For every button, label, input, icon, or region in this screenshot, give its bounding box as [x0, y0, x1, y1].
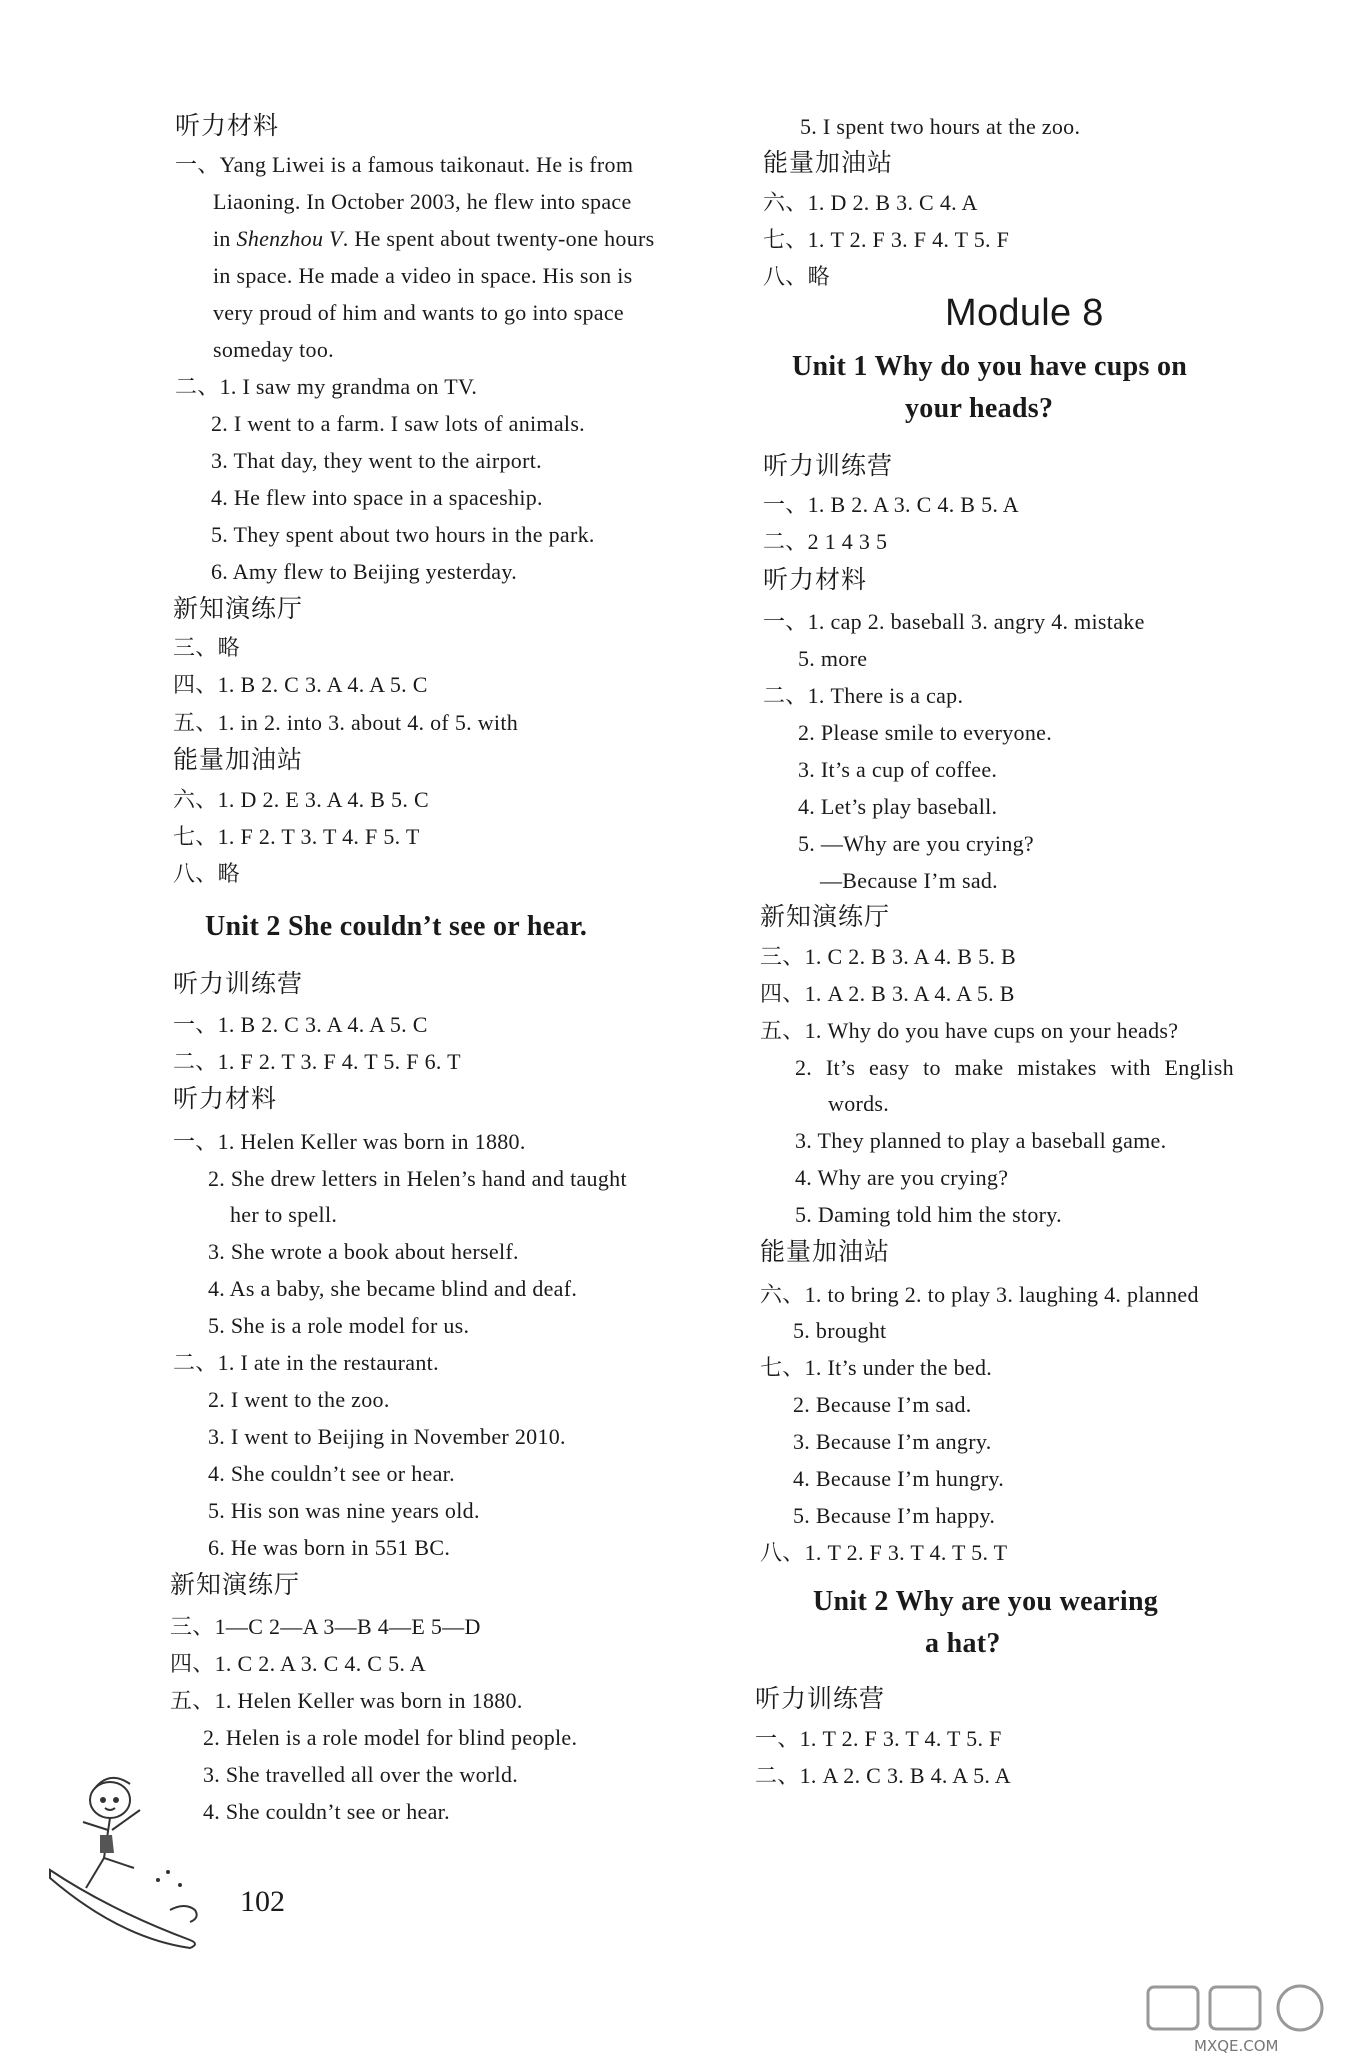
section-heading: 听力训练营: [763, 453, 894, 480]
answer-line: 5. —Why are you crying?: [798, 831, 1034, 856]
answer-line: 5. They spent about two hours in the park.: [211, 522, 595, 547]
page-number: 102: [240, 1885, 285, 1918]
section-heading: 听力训练营: [755, 1686, 886, 1713]
answer-line: 5. She is a role model for us.: [208, 1313, 470, 1338]
answer-line: 五、1. Helen Keller was born in 1880.: [170, 1688, 523, 1713]
answer-line: 6. He was born in 551 BC.: [208, 1535, 451, 1560]
answer-line: 一、1. B 2. A 3. C 4. B 5. A: [763, 492, 1019, 517]
answer-line: 5. Because I’m happy.: [793, 1503, 996, 1528]
section-heading: 新知演练厅: [170, 1572, 301, 1599]
module-heading: Module 8: [945, 292, 1104, 334]
answer-line: Liaoning. In October 2003, he flew into space: [213, 189, 632, 214]
answer-line: 四、1. C 2. A 3. C 4. C 5. A: [170, 1651, 426, 1676]
answer-line: 3. Because I’m angry.: [793, 1429, 992, 1454]
answer-line: 2. Please smile to everyone.: [798, 720, 1052, 745]
watermark-logo: [1144, 1983, 1344, 2058]
answer-line: 二、2 1 4 3 5: [763, 529, 888, 554]
section-heading: 听力材料: [763, 567, 868, 594]
answer-line: 二、1. I saw my grandma on TV.: [175, 374, 478, 399]
answer-line: in space. He made a video in space. His son is: [213, 263, 633, 288]
answer-line: 三、1—C 2—A 3—B 4—E 5—D: [170, 1614, 481, 1639]
section-heading: 能量加油站: [763, 150, 894, 177]
answer-line: 七、1. T 2. F 3. F 4. T 5. F: [763, 227, 1010, 252]
answer-line: 三、略: [173, 635, 240, 660]
answer-line: 二、1. F 2. T 3. F 4. T 5. F 6. T: [173, 1049, 461, 1074]
answer-line: 5. brought: [793, 1318, 887, 1343]
answer-line: her to spell.: [230, 1202, 338, 1227]
answer-line: 四、1. A 2. B 3. A 4. A 5. B: [760, 981, 1015, 1006]
answer-line: 八、略: [763, 264, 830, 289]
answer-line: 一、1. cap 2. baseball 3. angry 4. mistake: [763, 609, 1145, 634]
answer-line: 4. She couldn’t see or hear.: [208, 1461, 455, 1486]
answer-line: 四、1. B 2. C 3. A 4. A 5. C: [173, 672, 428, 697]
section-heading: 新知演练厅: [173, 596, 304, 623]
answer-line: 2. It’s easy to make mistakes with English: [795, 1055, 1234, 1080]
answer-line: 2. I went to the zoo.: [208, 1387, 390, 1412]
section-heading: 听力训练营: [173, 971, 304, 998]
answer-line: 五、1. in 2. into 3. about 4. of 5. with: [173, 710, 519, 735]
answer-line: 二、1. I ate in the restaurant.: [173, 1350, 439, 1375]
answer-line: 五、1. Why do you have cups on your heads?: [760, 1018, 1179, 1043]
answer-line: 4. She couldn’t see or hear.: [203, 1799, 450, 1824]
watermark-url: MXQE.COM: [1194, 2037, 1279, 2055]
answer-line: 3. She travelled all over the world.: [203, 1762, 519, 1787]
answer-line: 一、1. T 2. F 3. T 4. T 5. F: [755, 1726, 1002, 1751]
section-heading: 听力材料: [175, 113, 280, 140]
answer-line: 4. He flew into space in a spaceship.: [211, 485, 543, 510]
answer-line: 5. more: [798, 646, 868, 671]
answer-line: 一、1. B 2. C 3. A 4. A 5. C: [173, 1012, 428, 1037]
answer-line: 三、1. C 2. B 3. A 4. B 5. B: [760, 944, 1016, 969]
answer-line: 3. That day, they went to the airport.: [211, 448, 542, 473]
answer-line: words.: [828, 1091, 890, 1116]
unit-heading: Unit 2 Why are you wearing: [813, 1586, 1159, 1617]
unit-heading: Unit 2 She couldn’t see or hear.: [205, 911, 588, 942]
answer-line: 4. Because I’m hungry.: [793, 1466, 1005, 1491]
answer-line: 八、1. T 2. F 3. T 4. T 5. T: [760, 1540, 1008, 1565]
answer-line: 4. Why are you crying?: [795, 1165, 1009, 1190]
answer-line: 七、1. It’s under the bed.: [760, 1355, 993, 1380]
answer-line: 5. His son was nine years old.: [208, 1498, 480, 1523]
answer-line: 六、1. D 2. E 3. A 4. B 5. C: [173, 787, 429, 812]
answer-line: 八、略: [173, 861, 240, 886]
answer-line: 5. I spent two hours at the zoo.: [800, 114, 1081, 139]
unit-heading-cont: a hat?: [925, 1628, 1001, 1659]
surfer-mascot-illustration: [40, 1760, 220, 1950]
answer-line: 3. It’s a cup of coffee.: [798, 757, 998, 782]
answer-line: in Shenzhou V. He spent about twenty-one hours: [213, 226, 655, 251]
answer-line: 2. I went to a farm. I saw lots of animals.: [211, 411, 585, 436]
answer-line: 二、1. There is a cap.: [763, 683, 964, 708]
answer-line: 二、1. A 2. C 3. B 4. A 5. A: [755, 1763, 1011, 1788]
answer-line: someday too.: [213, 337, 334, 362]
answer-line: 5. Daming told him the story.: [795, 1202, 1062, 1227]
section-heading: 能量加油站: [760, 1239, 891, 1266]
answer-line: 3. She wrote a book about herself.: [208, 1239, 519, 1264]
answer-line: very proud of him and wants to go into space: [213, 300, 624, 325]
unit-heading: Unit 1 Why do you have cups on: [792, 351, 1188, 382]
answer-line: 6. Amy flew to Beijing yesterday.: [211, 559, 518, 584]
answer-line: 2. Helen is a role model for blind people.: [203, 1725, 578, 1750]
section-heading: 听力材料: [173, 1086, 278, 1113]
answer-line: 4. Let’s play baseball.: [798, 794, 998, 819]
answer-line: 六、1. D 2. B 3. C 4. A: [763, 190, 978, 215]
answer-line: 2. Because I’m sad.: [793, 1392, 972, 1417]
answer-line: 3. They planned to play a baseball game.: [795, 1128, 1167, 1153]
section-heading: 能量加油站: [173, 747, 304, 774]
answer-line: 一、1. Helen Keller was born in 1880.: [173, 1129, 526, 1154]
answer-line: 六、1. to bring 2. to play 3. laughing 4. planned: [760, 1282, 1199, 1307]
section-heading: 新知演练厅: [760, 904, 891, 931]
answer-line: 一、Yang Liwei is a famous taikonaut. He is from: [175, 152, 634, 177]
answer-line: 4. As a baby, she became blind and deaf.: [208, 1276, 578, 1301]
answer-line: 七、1. F 2. T 3. T 4. F 5. T: [173, 824, 420, 849]
answer-line: —Because I’m sad.: [820, 868, 998, 893]
answer-line: 2. She drew letters in Helen’s hand and taught: [208, 1166, 627, 1191]
unit-heading-cont: your heads?: [905, 393, 1054, 424]
answer-line: 3. I went to Beijing in November 2010.: [208, 1424, 566, 1449]
